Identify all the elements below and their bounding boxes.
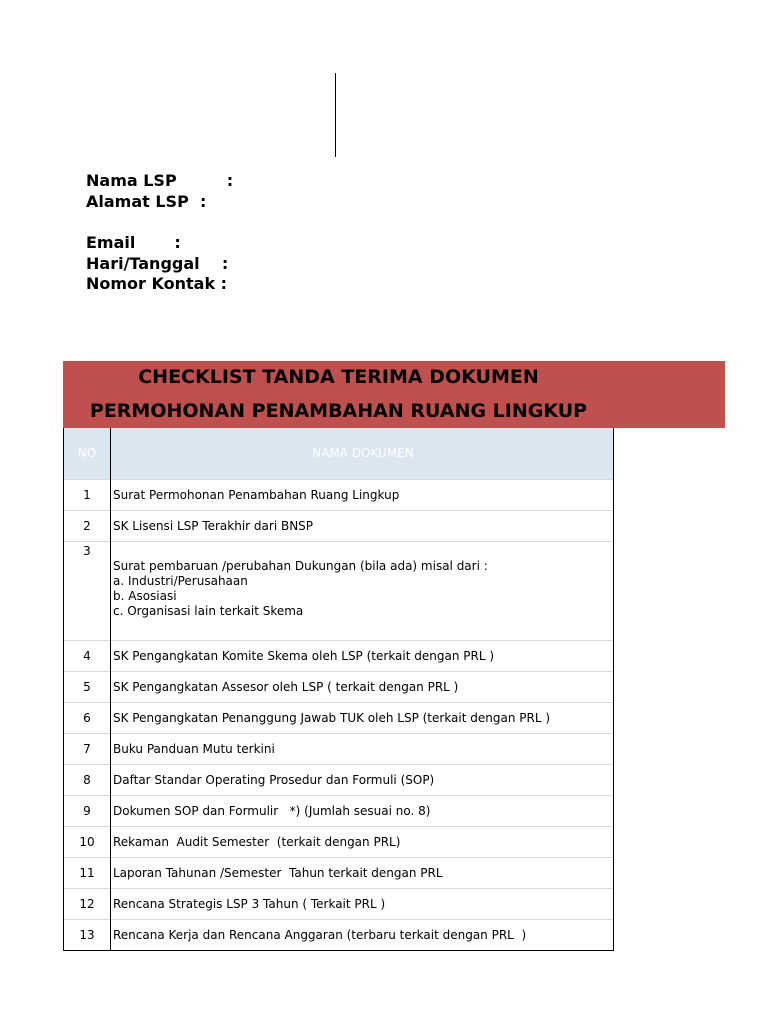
document-sub-item: a. Industri/Perusahaan	[113, 574, 248, 588]
document-name: Buku Panduan Mutu terkini	[111, 734, 614, 765]
document-name: SK Pengangkatan Komite Skema oleh LSP (terkait dengan PRL )	[111, 641, 614, 672]
row-number: 11	[64, 858, 111, 889]
table-row	[64, 703, 614, 734]
table-row	[64, 889, 614, 920]
title-banner	[63, 361, 725, 428]
document-name: SK Lisensi LSP Terakhir dari BNSP	[111, 511, 614, 542]
nomor-kontak-label: Nomor Kontak :	[86, 274, 228, 293]
document-sub-item: c. Organisasi lain terkait Skema	[113, 604, 304, 618]
row-number: 1	[64, 480, 111, 511]
document-name-multiline	[111, 542, 614, 641]
document-name: Rekaman Audit Semester (terkait dengan PRL)	[111, 827, 614, 858]
document-name: Laporan Tahunan /Semester Tahun terkait dengan PRL	[111, 858, 614, 889]
banner-title-line2: PERMOHONAN PENAMBAHAN RUANG LINGKUP	[89, 400, 588, 422]
banner-title-line1: CHECKLIST TANDA TERIMA DOKUMEN	[138, 366, 539, 388]
header-nama-dokumen: NAMA DOKUMEN	[111, 428, 614, 480]
nama-lsp-label: Nama LSP :	[86, 171, 234, 190]
row-number: 10	[64, 827, 111, 858]
table-row	[64, 920, 614, 951]
header-no: NO	[64, 428, 111, 480]
row-number: 5	[64, 672, 111, 703]
table-row	[64, 765, 614, 796]
document-checklist-table	[63, 428, 614, 951]
row-number: 4	[64, 641, 111, 672]
table-row	[64, 641, 614, 672]
table-row	[64, 480, 614, 511]
row-number: 3	[64, 542, 111, 641]
table-row	[64, 796, 614, 827]
alamat-lsp-label: Alamat LSP :	[86, 192, 207, 211]
table-header-row	[64, 428, 614, 480]
row-number: 7	[64, 734, 111, 765]
row-number: 8	[64, 765, 111, 796]
hari-tanggal-label: Hari/Tanggal :	[86, 254, 229, 273]
document-name: Surat Permohonan Penambahan Ruang Lingkup	[111, 480, 614, 511]
table-row	[64, 734, 614, 765]
document-name: SK Pengangkatan Assesor oleh LSP ( terkait dengan PRL )	[111, 672, 614, 703]
email-label: Email :	[86, 233, 181, 252]
document-name: Rencana Kerja dan Rencana Anggaran (terbaru terkait dengan PRL )	[111, 920, 614, 951]
table-row	[64, 858, 614, 889]
table-row	[64, 672, 614, 703]
document-name: Surat pembaruan /perubahan Dukungan (bila ada) misal dari :	[113, 559, 488, 573]
row-number: 6	[64, 703, 111, 734]
document-name: Dokumen SOP dan Formulir *) (Jumlah sesuai no. 8)	[111, 796, 614, 827]
table-row	[64, 542, 614, 641]
document-name: Rencana Strategis LSP 3 Tahun ( Terkait PRL )	[111, 889, 614, 920]
vertical-divider	[335, 73, 336, 157]
document-name: Daftar Standar Operating Prosedur dan Formuli (SOP)	[111, 765, 614, 796]
table-row	[64, 827, 614, 858]
row-number: 9	[64, 796, 111, 827]
document-name: SK Pengangkatan Penanggung Jawab TUK oleh LSP (terkait dengan PRL )	[111, 703, 614, 734]
table-row	[64, 511, 614, 542]
row-number: 2	[64, 511, 111, 542]
document-sub-item: b. Asosiasi	[113, 589, 177, 603]
row-number: 13	[64, 920, 111, 951]
row-number: 12	[64, 889, 111, 920]
